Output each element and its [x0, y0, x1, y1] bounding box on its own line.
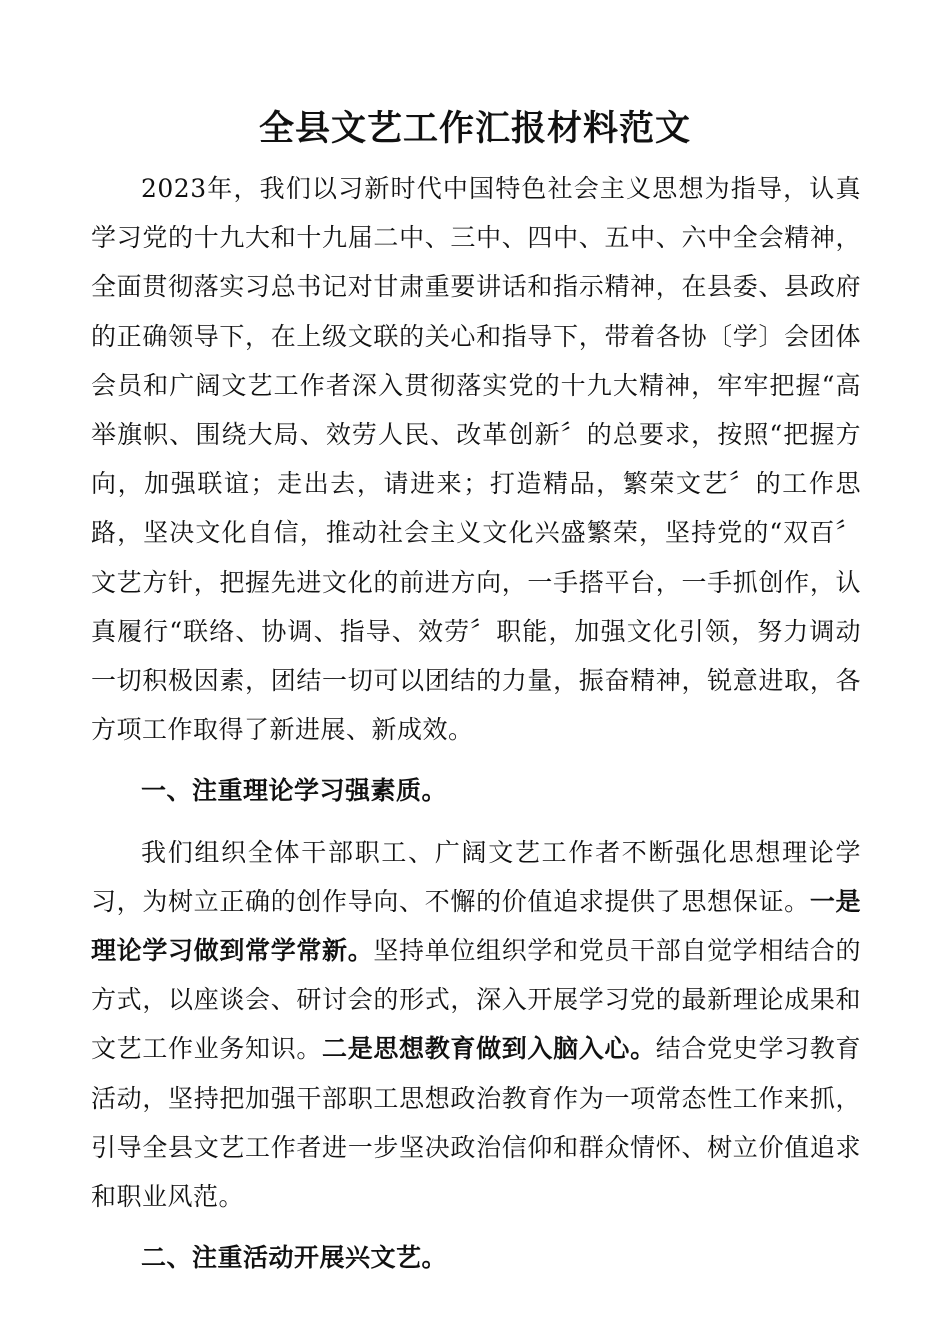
- paragraph-gap: [91, 1221, 861, 1233]
- intro-paragraph: 2023年，我们以习新时代中国特色社会主义思想为指导，认真学习党的十九大和十九届二中、三中、四中、五中、六中全会精神，全面贯彻落实习总书记对甘肃重要讲话和指示精神，在县委、县政府的正确领导下，在上级文联的关心和指导下，带着各协〔学〕会团体会员和广阔文艺工作者深入贯彻落实党的十九大精神，牢牢把握“高举旗帜、围绕大局、效劳人民、改革创新〞的总要求，按照“把握方向，加强联谊；走出去，请进来；打造精品，繁荣文艺〞的工作思路，坚决文化自信，推动社会主义文化兴盛繁荣，坚持党的“双百〞文艺方针，把握先进文化的前进方向，一手搭平台，一手抓创作，认真履行“联络、协调、指导、效劳〞职能，加强文化引领，努力调动一切积极因素，团结一切可以团结的力量，振奋精神，锐意进取，各方项工作取得了新进展、新成效。: [91, 174, 861, 745]
- section-1-paragraph: [91, 828, 861, 1222]
- document-body: [91, 164, 861, 1282]
- section-1-text-2: 坚持单位组织学和党员干部自觉学相结合的方式，以座谈会、研讨会的形式，深入开展学习党的最新理论成果和文艺工作业务知识。: [91, 936, 861, 1064]
- section-1-point-2: 二是思想教育做到入脑入心。: [322, 1034, 656, 1064]
- section-1-text-3: 结合党史学习教育活动，坚持把加强干部职工思想政治教育作为一项常态性工作来抓，引导全县文艺工作者进一步坚决政治信仰和群众情怀、树立价值追求和职业风范。: [91, 1034, 861, 1212]
- paragraph-gap: [91, 816, 861, 828]
- document-title: 全县文艺工作汇报材料范文: [258, 109, 691, 149]
- section-1-heading: 一、注重理论学习强素质。: [141, 776, 448, 806]
- section-2-heading: 二、注重活动开展兴文艺。: [141, 1243, 448, 1273]
- section-1-point-1: 一是理论学习做到常学常新。: [91, 886, 861, 966]
- paragraph-gap: [91, 754, 861, 766]
- section-1-text-1: 我们组织全体干部职工、广阔文艺工作者不断强化思想理论学习，为树立正确的创作导向、不懈的价值追求提供了思想保证。: [91, 837, 861, 916]
